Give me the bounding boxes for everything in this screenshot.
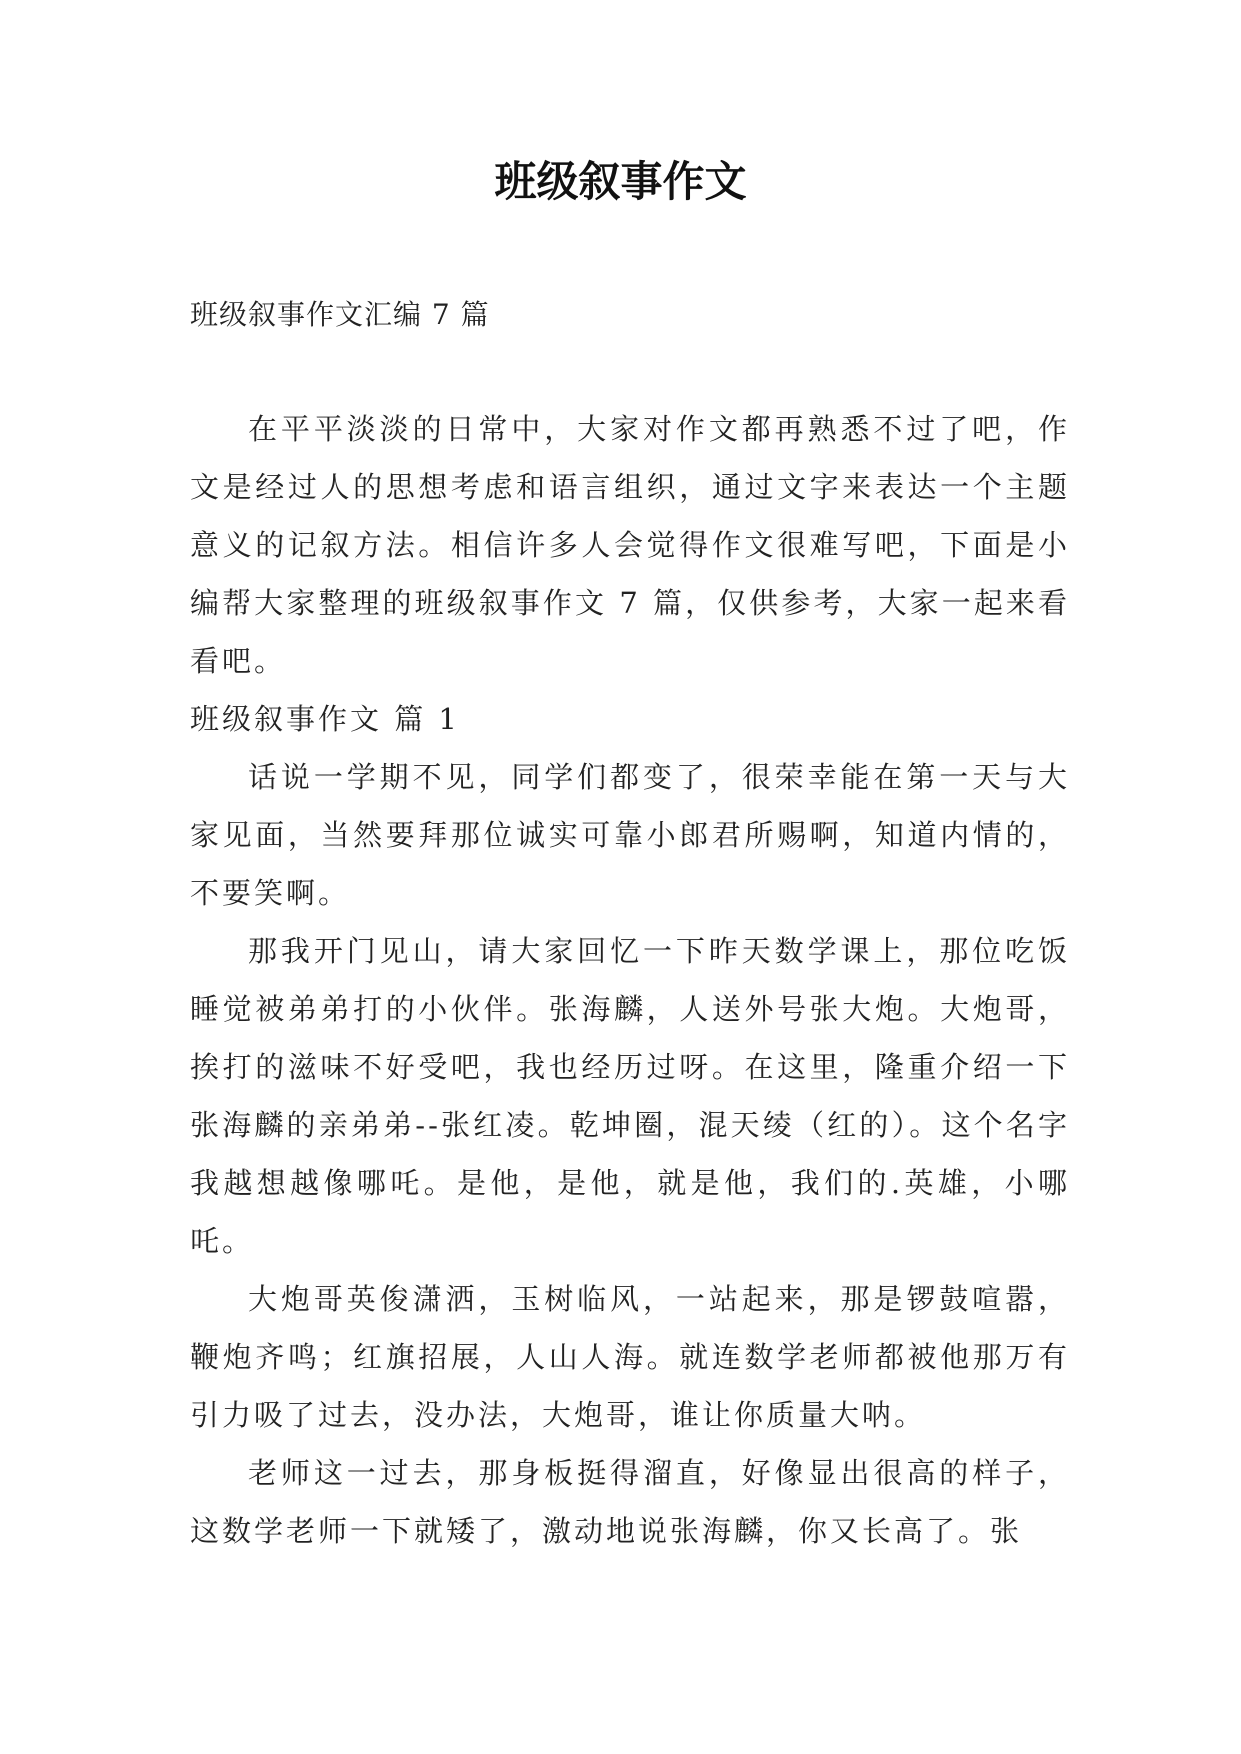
section-heading: 班级叙事作文 篇 1	[190, 702, 460, 736]
document-subtitle: 班级叙事作文汇编 7 篇	[190, 298, 490, 331]
intro-paragraph: 在平平淡淡的日常中，大家对作文都再熟悉不过了吧，作文是经过人的思想考虑和语言组织，通过文字来表达一个主题意义的记叙方法。相信许多人会觉得作文很难写吧，下面是小编帮大家整理的班级叙事作文 7 篇，仅供参考，大家一起来看看吧。	[190, 412, 1070, 678]
document-title: 班级叙事作文	[494, 157, 747, 206]
body-paragraph: 话说一学期不见，同学们都变了，很荣幸能在第一天与大家见面，当然要拜那位诚实可靠小郎君所赐啊，知道内情的，不要笑啊。	[190, 760, 1070, 910]
body-paragraph: 大炮哥英俊潇洒，玉树临风，一站起来，那是锣鼓喧嚣，鞭炮齐鸣；红旗招展，人山人海。就连数学老师都被他那万有引力吸了过去，没办法，大炮哥，谁让你质量大呐。	[190, 1282, 1070, 1432]
document-body	[190, 400, 1070, 1560]
body-paragraph: 那我开门见山，请大家回忆一下昨天数学课上，那位吃饭睡觉被弟弟打的小伙伴。张海麟，人送外号张大炮。大炮哥，挨打的滋味不好受吧，我也经历过呀。在这里，隆重介绍一下张海麟的亲弟弟--张红凌。乾坤圈，混天绫（红的）。这个名字我越想越像哪吒。是他，是他，就是他，我们的.英雄，小哪吒。	[190, 934, 1070, 1258]
body-paragraph: 老师这一过去，那身板挺得溜直，好像显出很高的样子，这数学老师一下就矮了，激动地说张海麟，你又长高了。张	[190, 1456, 1070, 1548]
